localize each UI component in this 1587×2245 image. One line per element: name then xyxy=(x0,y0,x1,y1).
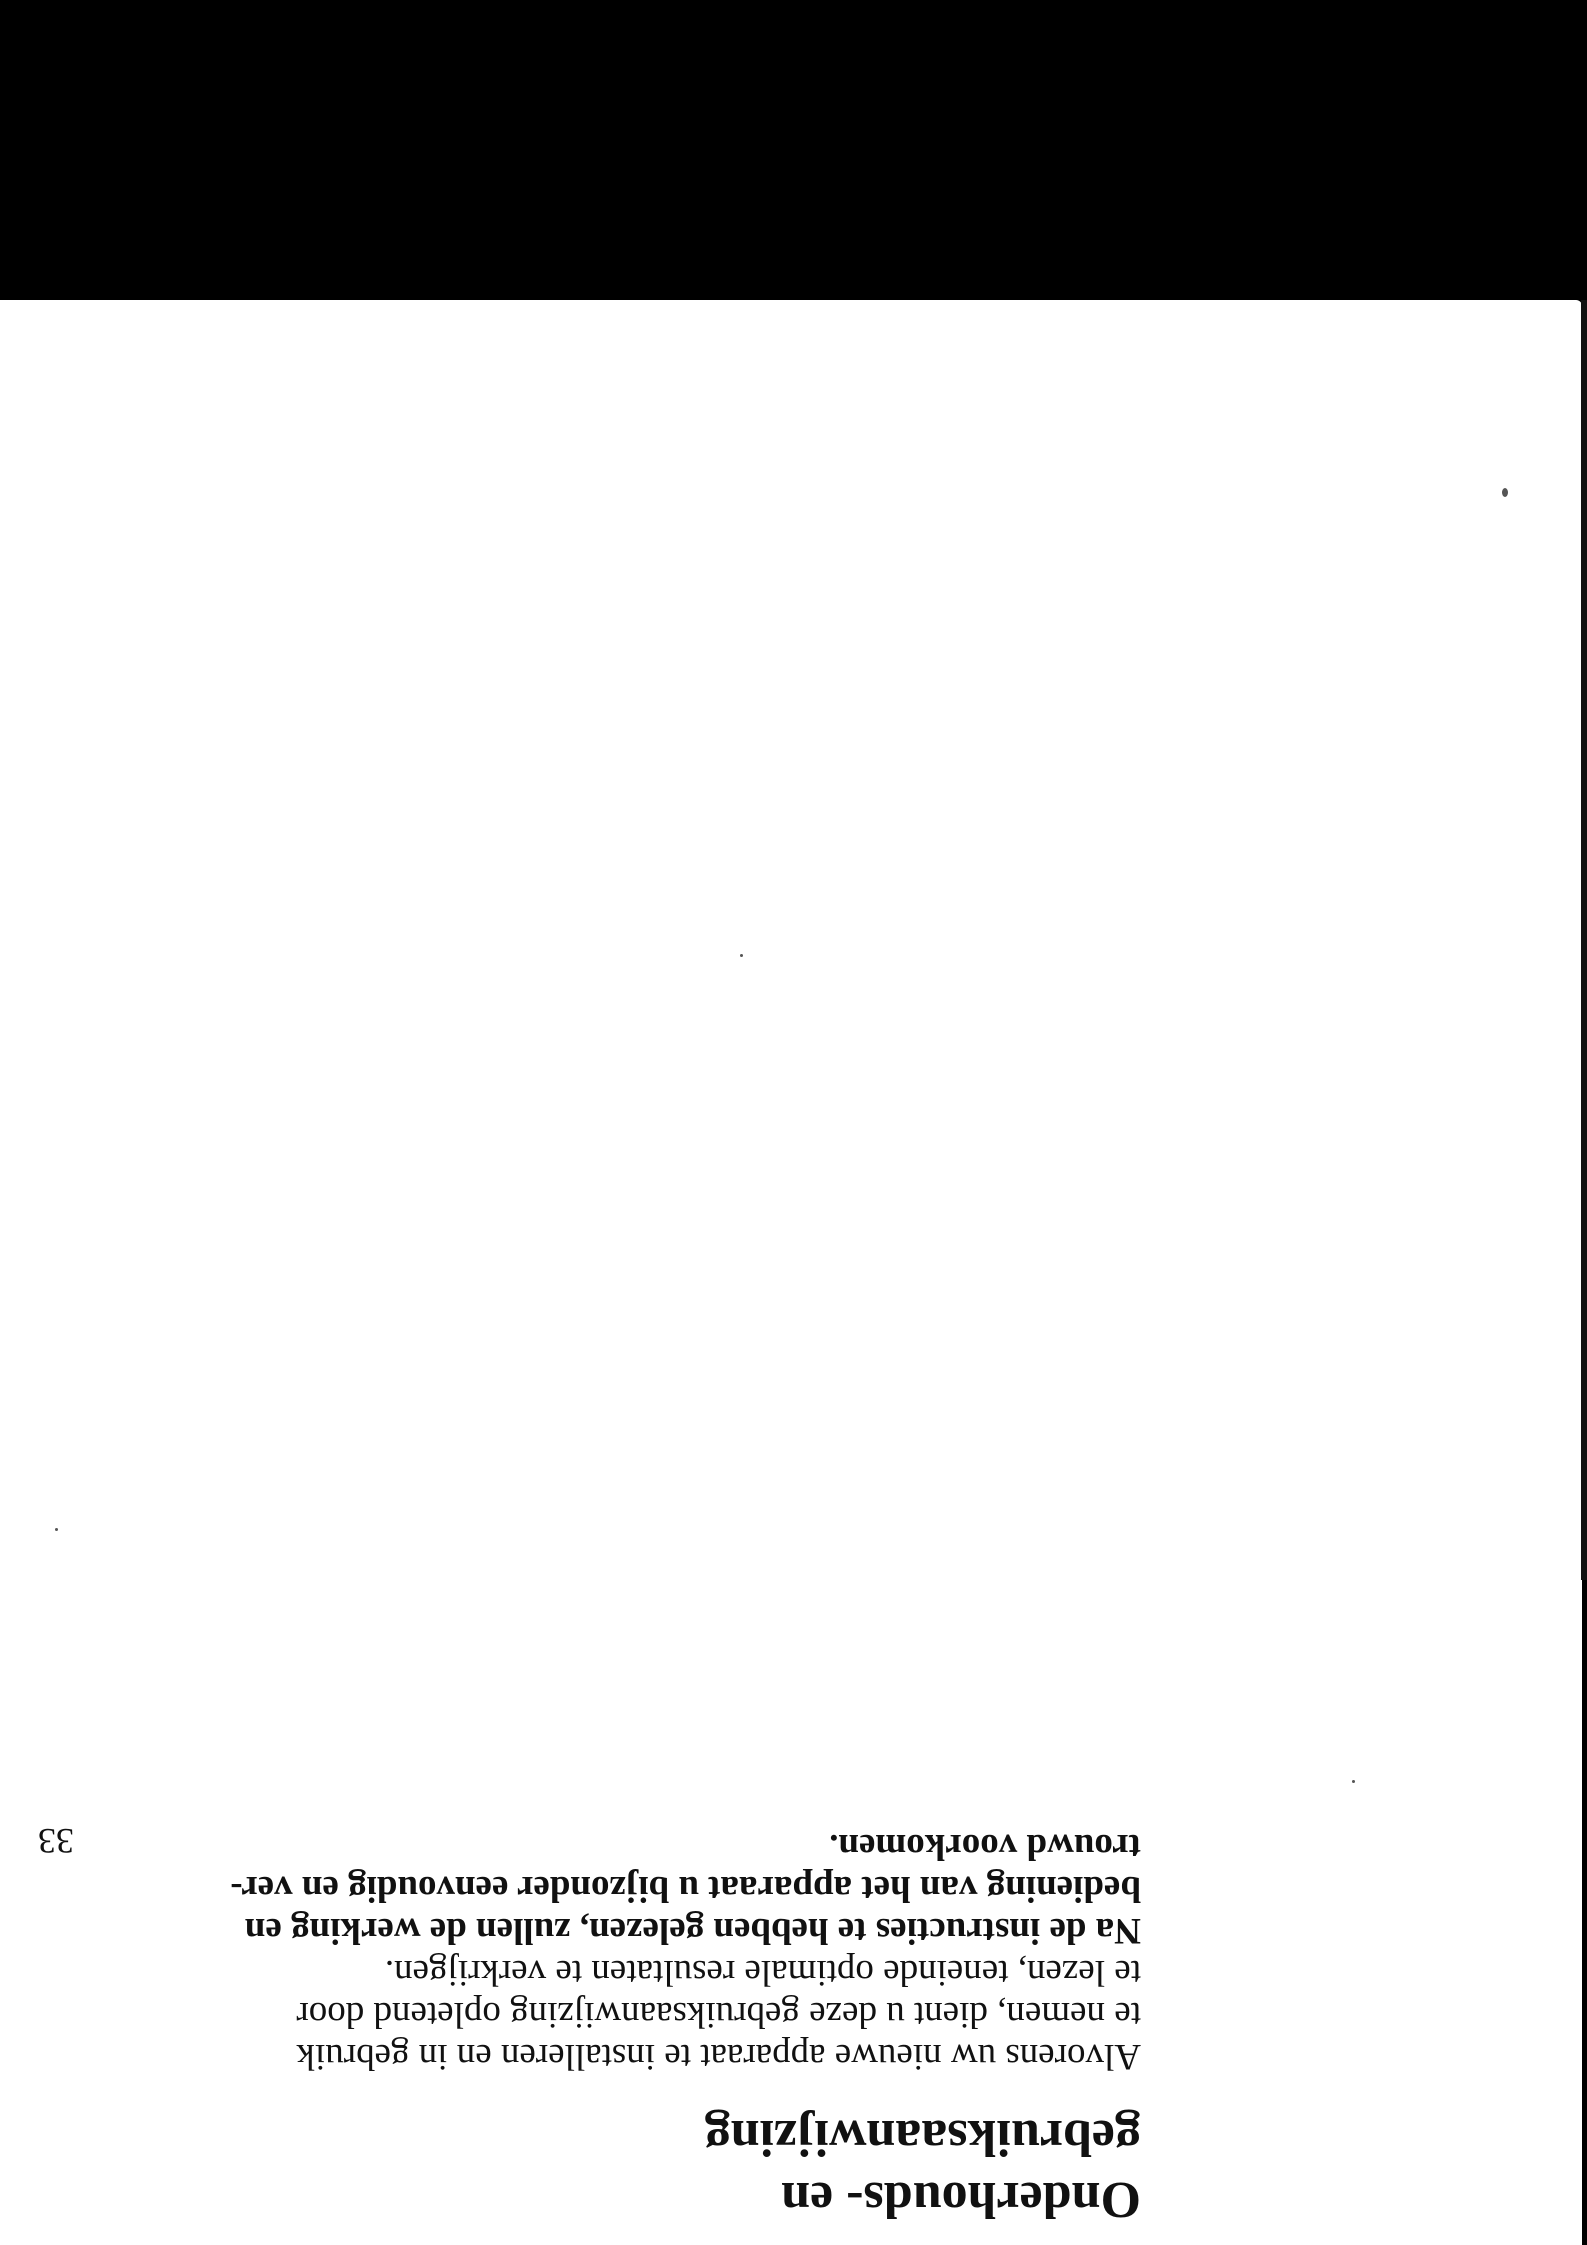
title-line-2: gebruiksaanwijzing xyxy=(704,2109,1141,2166)
scan-speck xyxy=(1352,1780,1355,1783)
scan-background-band xyxy=(0,0,1587,305)
page-title xyxy=(241,2106,1141,2230)
scan-speck xyxy=(55,1528,58,1531)
intro-line: te nemen, dient u deze gebruiksaanwijzing opletend door xyxy=(296,1994,1141,2035)
page-number: 33 xyxy=(38,1821,74,1861)
bold-line: trouwd voorkomen. xyxy=(829,1826,1141,1867)
scan-right-edge xyxy=(1581,300,1587,1580)
intro-line: Alvorens uw nieuwe apparaat te installeren en in gebruik xyxy=(296,2036,1141,2077)
scan-speck xyxy=(1502,488,1508,497)
rotated-page-content xyxy=(0,300,1582,2245)
intro-paragraph xyxy=(61,1825,1141,2077)
scan-speck xyxy=(740,954,743,957)
bold-line: bediening van het apparaat u bijzonder eenvoudig en ver- xyxy=(230,1868,1141,1909)
bold-line: Na de instructies te hebben gelezen, zullen de werking en xyxy=(244,1910,1141,1951)
intro-line: te lezen, teneinde optimale resultaten te verkrijgen. xyxy=(384,1952,1141,1993)
paper-sheet xyxy=(0,300,1582,2245)
title-line-1: Onderhouds- en xyxy=(781,2171,1141,2228)
